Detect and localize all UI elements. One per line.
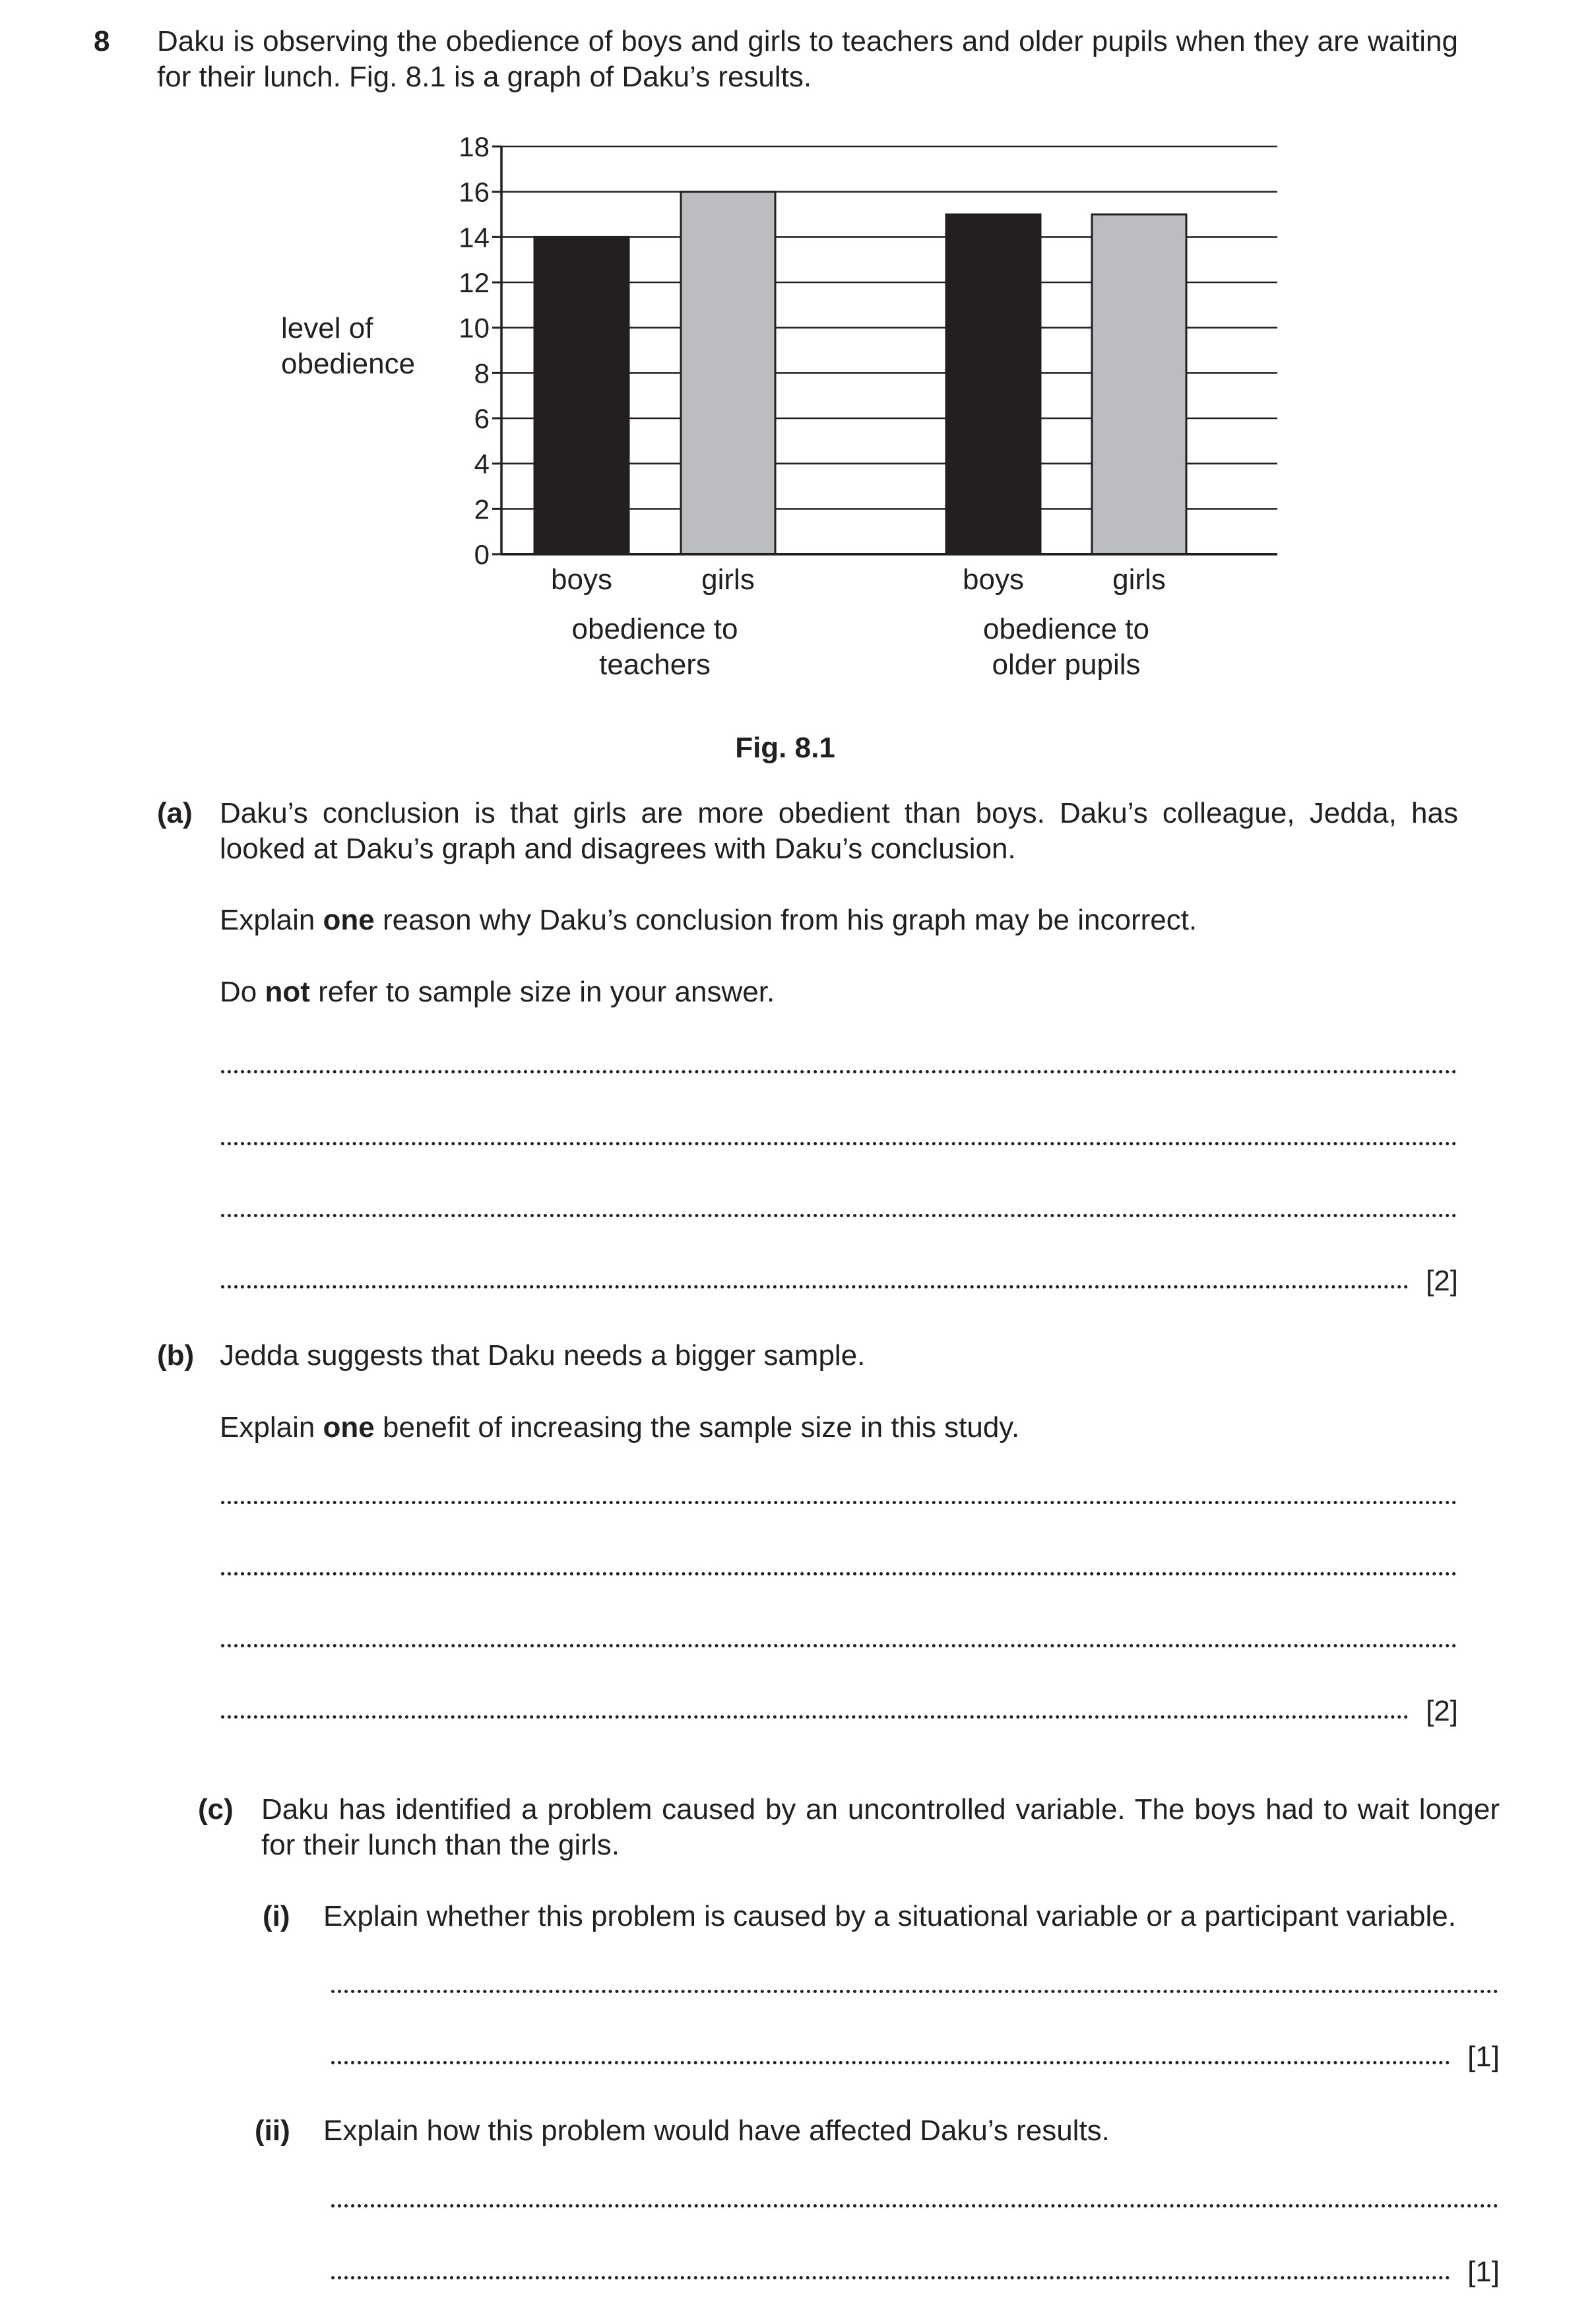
question-intro: Daku is observing the obedience of boys and girls to teachers and older pupils when they are waiting for their lunch. Fig. 8.1 is a graph of Daku’s results.: [157, 25, 1458, 93]
bar-1-boys: [534, 237, 629, 554]
y-axis-label-line1: level of: [281, 312, 373, 344]
answer-line-b-3[interactable]: [221, 1644, 1457, 1647]
part-c-ii-text: Explain how this problem would have affected Daku’s results.: [323, 2114, 1110, 2147]
y-tick-label-12: 12: [459, 267, 490, 298]
answer-line-a-1[interactable]: [221, 1070, 1457, 1073]
answer-line-b-4[interactable]: [221, 1715, 1409, 1719]
bar-1-girls: [681, 192, 775, 554]
group-label-line2: older pupils: [992, 649, 1141, 681]
part-a-instruction: Explain one reason why Daku’s conclusion from his graph may be incorrect.: [220, 904, 1197, 936]
answer-line-c-ii-1[interactable]: [331, 2204, 1498, 2207]
part-a-label: (a): [157, 797, 193, 829]
group-label-line1: obedience to: [571, 613, 738, 645]
y-tick-label-16: 16: [459, 176, 490, 208]
x-category-label: girls: [1112, 563, 1166, 596]
answer-line-c-i-1[interactable]: [331, 1990, 1498, 1993]
obedience-bar-chart: [251, 119, 1320, 713]
part-a-text: Daku’s conclusion is that girls are more obedient than boys. Daku’s colleague, Jedda, has looked at Daku’s graph and disagrees with Daku’s conclusion.: [220, 797, 1458, 865]
part-c-label: (c): [198, 1793, 234, 1825]
y-tick-label-14: 14: [459, 222, 490, 253]
part-c-ii-label: (ii): [255, 2114, 290, 2147]
answer-line-b-1[interactable]: [221, 1501, 1457, 1504]
part-b-instruction: Explain one benefit of increasing the sample size in this study.: [220, 1411, 1020, 1444]
y-axis-label-line2: obedience: [281, 348, 416, 380]
part-c-ii-marks: [1]: [1467, 2256, 1500, 2288]
question-number: 8: [94, 25, 110, 57]
x-category-label: boys: [551, 563, 612, 596]
y-tick-label-10: 10: [459, 312, 490, 344]
answer-line-c-i-2[interactable]: [331, 2061, 1450, 2064]
part-c-i-label: (i): [263, 1900, 290, 1932]
part-a-note: Do not refer to sample size in your answer.: [220, 976, 775, 1008]
group-label-line2: teachers: [599, 649, 711, 681]
answer-line-b-2[interactable]: [221, 1572, 1457, 1575]
y-tick-label-0: 0: [474, 539, 490, 570]
y-tick-label-8: 8: [474, 358, 490, 389]
y-tick-label-2: 2: [474, 493, 490, 525]
bar-2-boys: [946, 214, 1040, 554]
part-b-marks: [2]: [1426, 1695, 1458, 1727]
x-category-label: boys: [963, 563, 1024, 596]
part-c-text: Daku has identified a problem caused by an uncontrolled variable. The boys had to wait longer for their lunch than the girls.: [261, 1793, 1500, 1861]
part-b-text: Jedda suggests that Daku needs a bigger sample.: [220, 1339, 866, 1372]
answer-line-a-4[interactable]: [221, 1285, 1409, 1288]
y-tick-label-4: 4: [474, 448, 490, 480]
part-b-label: (b): [157, 1339, 195, 1372]
part-a-marks: [2]: [1426, 1265, 1458, 1297]
bar-2-girls: [1092, 214, 1186, 554]
part-c-i-marks: [1]: [1467, 2041, 1500, 2073]
group-label-line1: obedience to: [983, 613, 1149, 645]
answer-line-c-ii-2[interactable]: [331, 2276, 1450, 2279]
answer-line-a-2[interactable]: [221, 1142, 1457, 1145]
answer-line-a-3[interactable]: [221, 1214, 1457, 1217]
x-category-label: girls: [701, 563, 755, 596]
figure-caption: Fig. 8.1: [735, 732, 835, 764]
part-c-i-text: Explain whether this problem is caused by a situational variable or a participant variable.: [323, 1900, 1456, 1932]
y-tick-label-18: 18: [459, 131, 490, 162]
y-tick-label-6: 6: [474, 403, 490, 434]
